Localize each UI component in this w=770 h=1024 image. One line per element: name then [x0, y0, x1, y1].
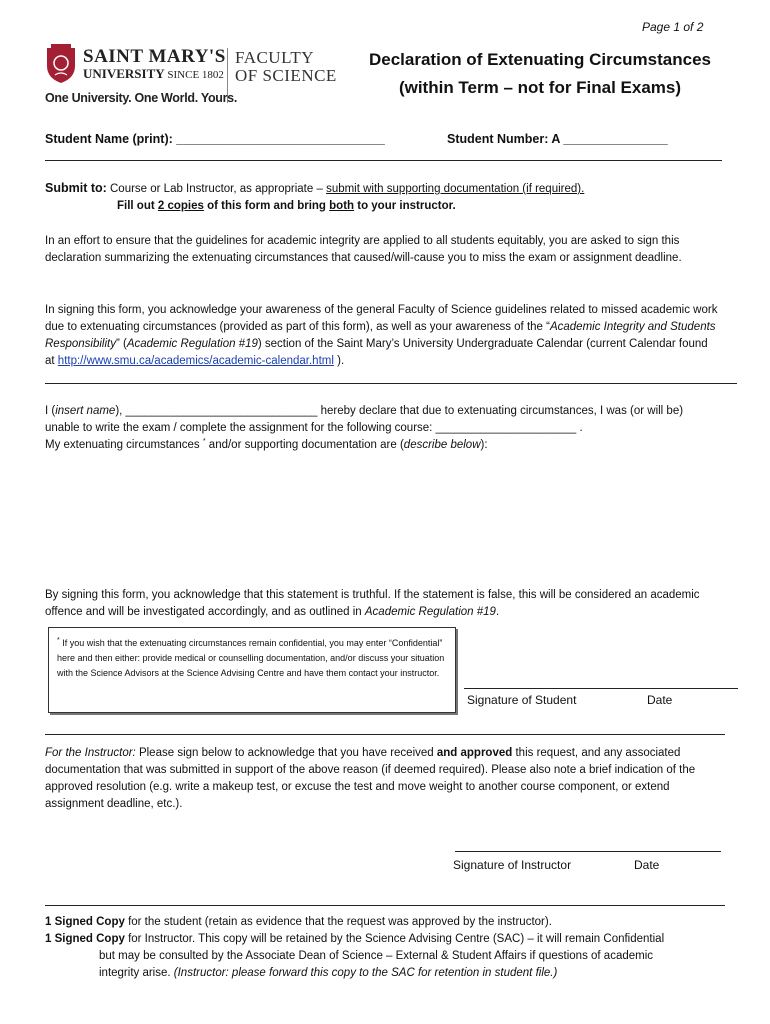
university-name: SAINT MARY'S	[83, 46, 226, 67]
copy-instructor-line2: but may be consulted by the Associate Dean of Science – External & Student Affairs if questions of academic	[99, 950, 654, 962]
student-number-field[interactable]: Student Number: A _______________	[447, 132, 668, 146]
calendar-link[interactable]: http://www.smu.ca/academics/academic-calendar.html	[57, 355, 334, 367]
divider	[45, 160, 722, 161]
crest-icon	[45, 44, 77, 84]
copy-instructor-line3: integrity arise. (Instructor: please forward this copy to the SAC for retention in student file.)	[99, 967, 558, 979]
faculty-name: FACULTY OF SCIENCE	[235, 48, 337, 85]
page-number: Page 1 of 2	[642, 20, 704, 34]
tagline: One University. One World. Yours.	[45, 91, 237, 105]
declaration-paragraph: I (insert name), ______________________________ hereby declare that due to extenuating circumstances, I was (or will be) unable to write the exam / complete the assignment for the following course: ______________________ . My extenuating circumstances * and/or supporting documentation are (describe below):	[45, 405, 684, 451]
signature-of-instructor-label: Signature of Instructor	[453, 858, 572, 872]
copy-instructor: 1 Signed Copy for Instructor. This copy will be retained by the Science Advising Centre (SAC) – it will remain Confidential	[45, 933, 665, 945]
confidential-note: * If you wish that the extenuating circumstances remain confidential, you may enter “Confidential” here and then either: provide medical or counselling documentation, and/or discuss your situation with the Science Advisors at the Science Advising Centre and have them contact your instructor.	[48, 627, 456, 713]
submit-instructions: Submit to: Course or Lab Instructor, as appropriate – submit with supporting documentation (if required).	[45, 181, 585, 195]
divider	[45, 734, 725, 735]
truthful-statement: By signing this form, you acknowledge that this statement is truthful. If the statement is false, this will be considered an academic offence and will be investigated accordingly, and as outlined in Academic Regulation #19.	[45, 589, 700, 618]
circumstances-description-area[interactable]	[45, 460, 720, 580]
instructor-signature-line[interactable]	[455, 851, 721, 852]
divider	[45, 383, 737, 384]
student-name-field[interactable]: Student Name (print): ______________________________	[45, 132, 385, 146]
fill-out-instructions: Fill out 2 copies of this form and bring both to your instructor.	[117, 200, 456, 212]
university-word: UNIVERSITY SINCE 1802	[83, 66, 224, 81]
copy-student: 1 Signed Copy for the student (retain as evidence that the request was approved by the instructor).	[45, 916, 552, 928]
instructor-date-label: Date	[634, 858, 660, 872]
instructor-paragraph: For the Instructor: Please sign below to acknowledge that you have received and approved this request, and any associated documentation that was submitted in support of the above reason (if deemed required). Please also note a brief indication of the approved resolution (e.g. write a makeup test, or excuse the test and move weight to another course component, or extend assignment deadline, etc.).	[45, 747, 696, 810]
student-date-label: Date	[647, 693, 673, 707]
since-year: SINCE 1802	[167, 69, 224, 81]
divider	[45, 905, 725, 906]
signing-paragraph: In signing this form, you acknowledge your awareness of the general Faculty of Science guidelines related to missed academic work due to extenuating circumstances (provided as part of this form), as well as your awareness of the “Academic Integrity and Students Responsibility” (Academic Regulation #19) section of the Saint Mary’s University Undergraduate Calendar (current Calendar found at http://www.smu.ca/academics/academic-calendar.html ).	[45, 304, 718, 367]
intro-paragraph: In an effort to ensure that the guidelines for academic integrity are applied to all students equitably, you are asked to sign this declaration summarizing the extenuating circumstances that caused/will-cause you to miss the exam or assignment deadline.	[45, 235, 682, 264]
signature-of-student-label: Signature of Student	[467, 693, 577, 707]
student-signature-line[interactable]	[464, 688, 738, 689]
form-title: Declaration of Extenuating Circumstances (within Term – not for Final Exams)	[369, 50, 711, 97]
